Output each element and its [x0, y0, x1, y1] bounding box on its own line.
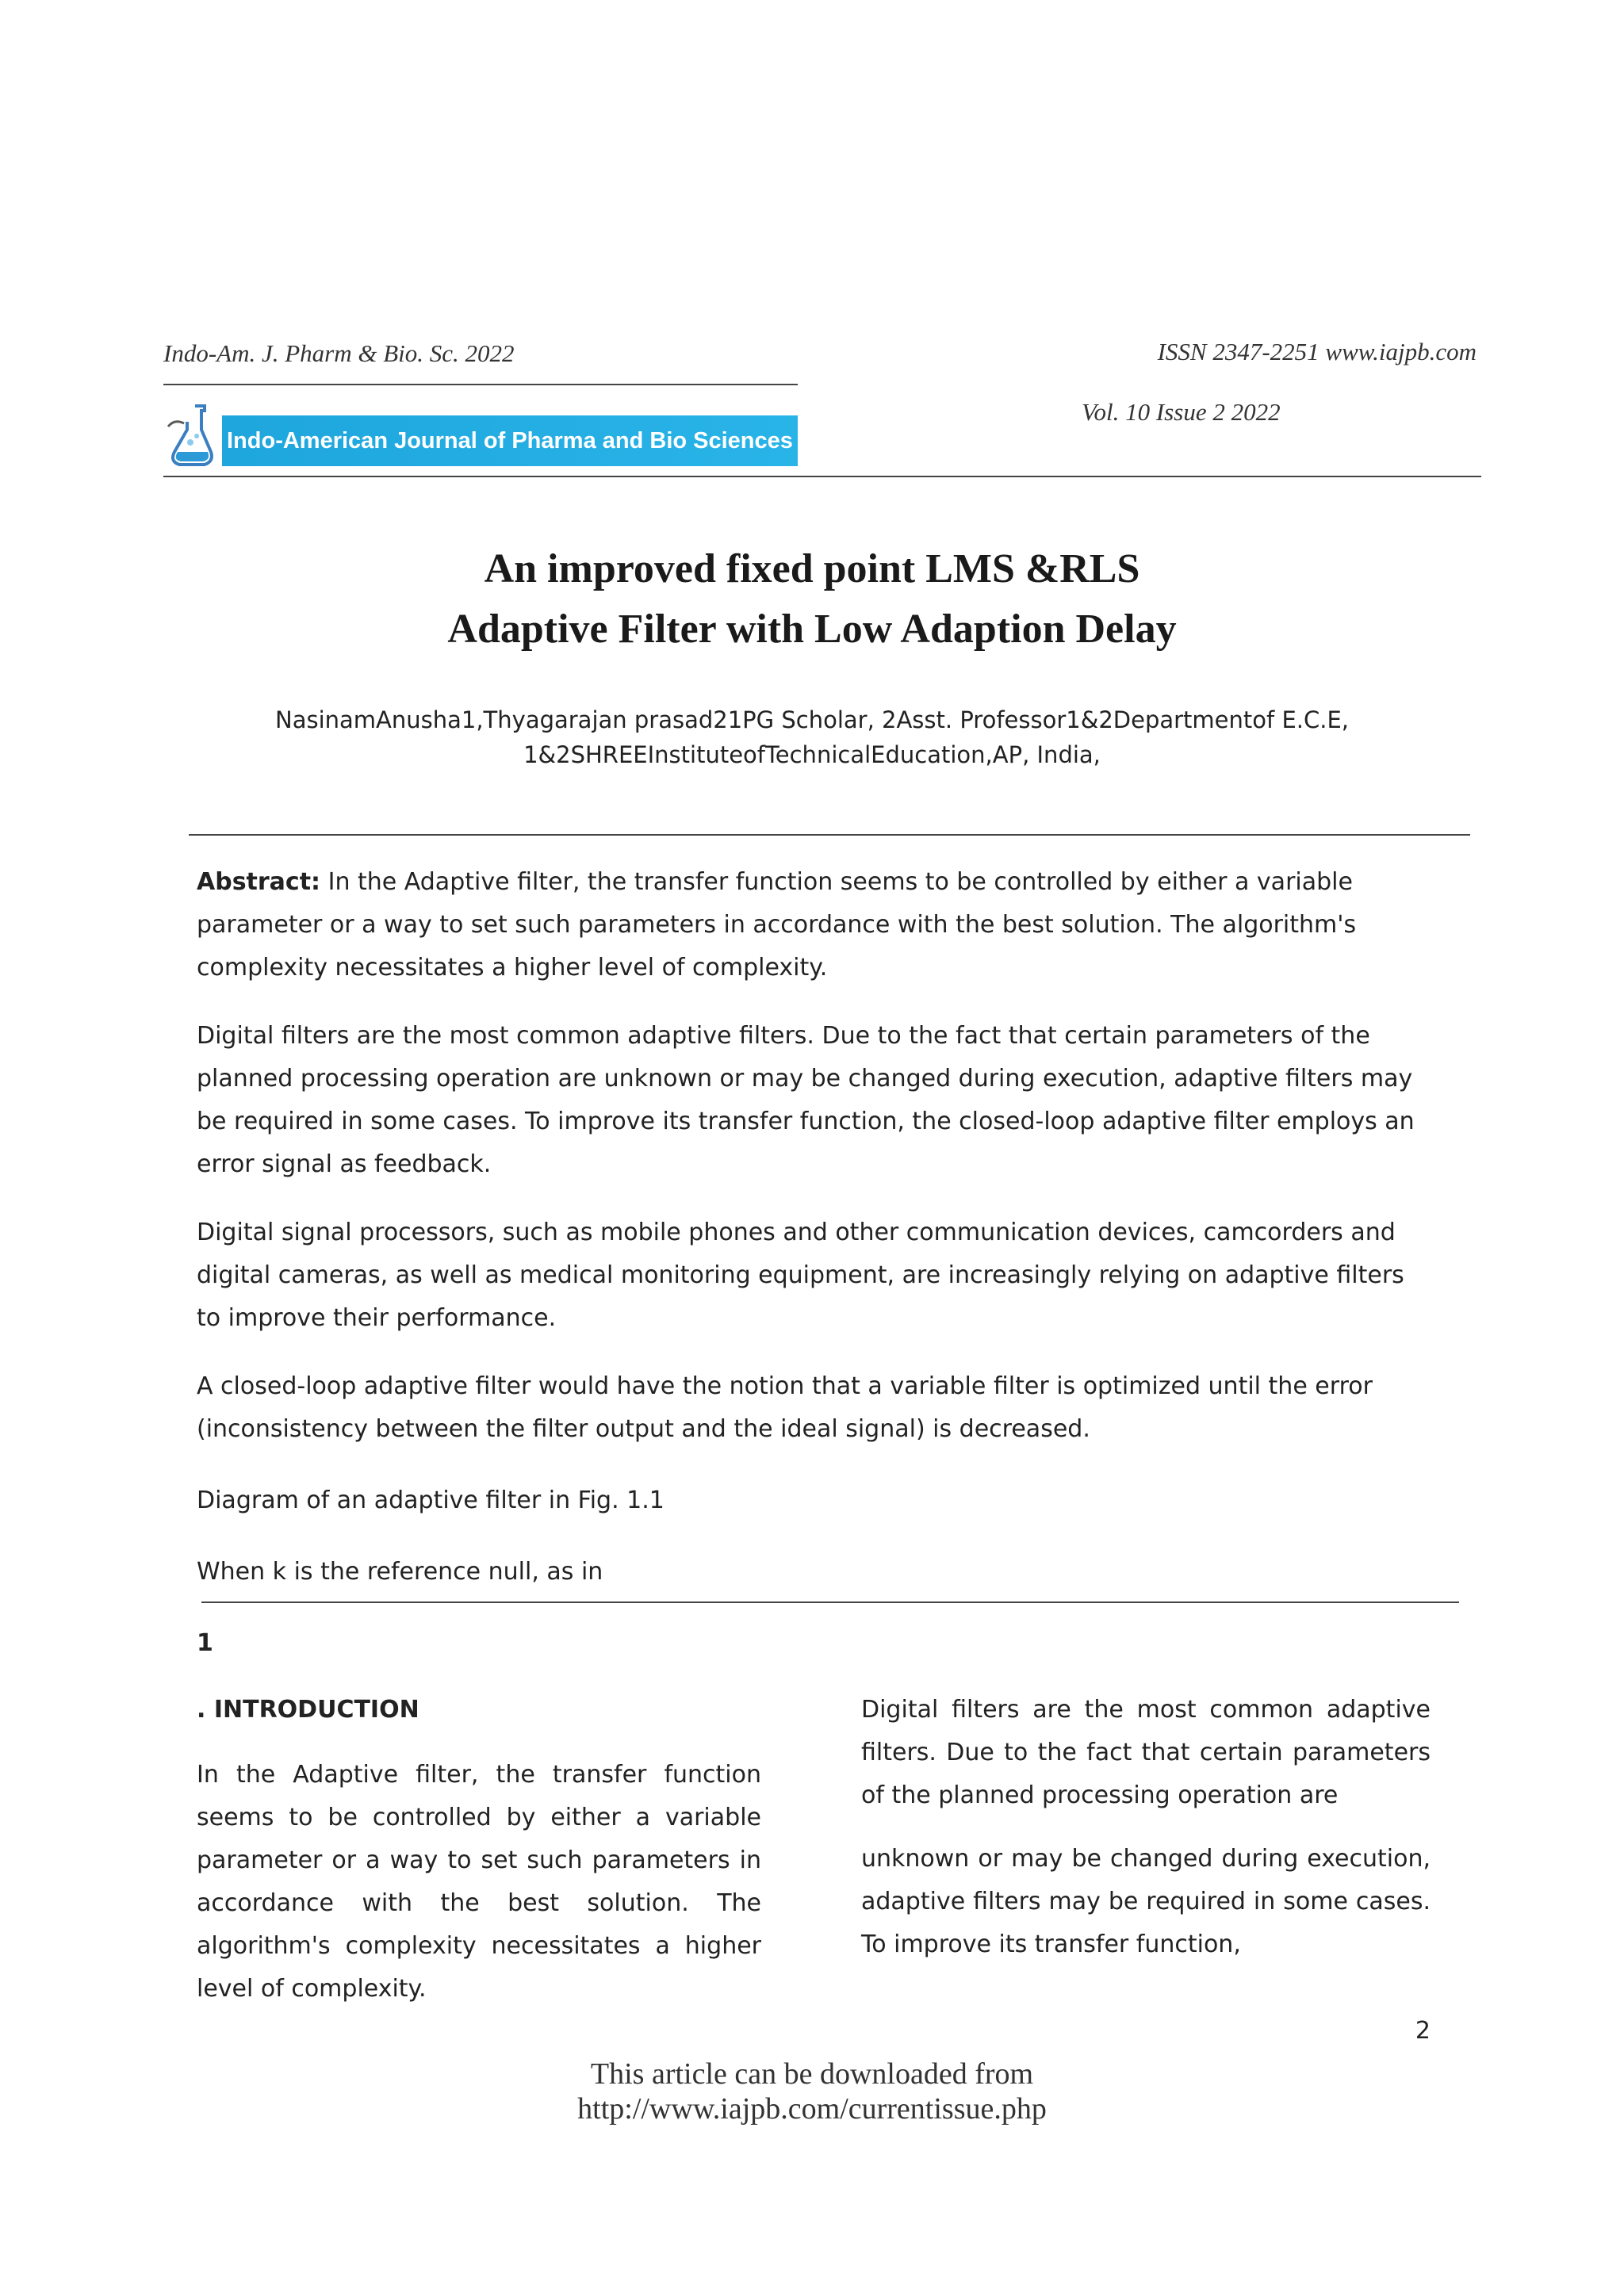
header-divider-left	[163, 384, 798, 385]
page-number: 2	[1415, 2017, 1431, 2045]
abstract-label: Abstract:	[197, 868, 321, 896]
abstract-paragraph-1	[197, 861, 1434, 989]
authors-line-2: 1&2SHREEInstituteofTechnicalEducation,AP, India,	[523, 741, 1101, 768]
abstract-paragraph-4: A closed-loop adaptive filter would have the notion that a variable filter is optimized until the error (inconsistency between the filter output and the ideal signal) is decreased.	[197, 1372, 1373, 1443]
volume-issue: Vol. 10 Issue 2 2022	[1082, 398, 1281, 426]
section-number: 1	[197, 1629, 213, 1657]
abstract-text: In the Adaptive filter, the transfer function seems to be controlled by either a variable parameter or a way to set such parameters in accordance with the best solution. The algorithm's complexity necessitates a higher level of complexity.	[197, 868, 1357, 982]
section-heading: . INTRODUCTION	[197, 1696, 419, 1724]
footer-line-1: This article can be downloaded from	[590, 2057, 1034, 2091]
author-affiliations	[0, 702, 1624, 772]
footer-url: http://www.iajpb.com/currentissue.php	[577, 2092, 1047, 2126]
journal-logo	[163, 403, 798, 469]
intro-left-paragraph: In the Adaptive filter, the transfer function seems to be controlled by either a variable parameter or a way to set such parameters in accordance with the best solution. The algorithm's complexity necessitates a higher level of complexity.	[197, 1761, 761, 2003]
intro-right-paragraph-1: Digital filters are the most common adaptive filters. Due to the fact that certain parameters of the planned processing operation are	[861, 1696, 1431, 1809]
abstract-paragraph-5: Diagram of an adaptive filter in Fig. 1.1	[197, 1487, 665, 1514]
logo-banner-text: Indo-American Journal of Pharma and Bio Sciences	[222, 415, 798, 466]
header-divider	[163, 476, 1481, 477]
footer	[0, 2057, 1624, 2126]
journal-citation: Indo-Am. J. Pharm & Bio. Sc. 2022	[163, 339, 515, 367]
abstract-top-rule	[189, 834, 1470, 836]
article-title	[0, 539, 1624, 660]
authors-line-1: NasinamAnusha1,Thyagarajan prasad21PG Scholar, 2Asst. Professor1&2Departmentof E.C.E,	[275, 706, 1349, 733]
abstract-paragraph-2: Digital filters are the most common adaptive filters. Due to the fact that certain parameters of the planned processing operation are unknown or may be changed during execution, adaptive filters may be required in some cases. To improve its transfer function, the closed-loop adaptive filter employs an error signal as feedback.	[197, 1022, 1415, 1178]
abstract-bottom-rule	[201, 1601, 1459, 1603]
abstract-paragraph-6: When k is the reference null, as in	[197, 1558, 603, 1586]
title-line-1: An improved fixed point LMS &RLS	[484, 546, 1140, 591]
title-line-2: Adaptive Filter with Low Adaption Delay	[447, 607, 1177, 652]
intro-right-paragraph-2: unknown or may be changed during execution, adaptive filters may be required in some cases. To improve its transfer function,	[861, 1845, 1431, 1958]
issn-website: ISSN 2347-2251 www.iajpb.com	[1157, 338, 1477, 365]
abstract-paragraph-3: Digital signal processors, such as mobile phones and other communication devices, camcorders and digital cameras, as well as medical monitoring equipment, are increasingly relying on adaptive filters to improve their performance.	[197, 1219, 1404, 1332]
flask-icon	[163, 403, 216, 469]
